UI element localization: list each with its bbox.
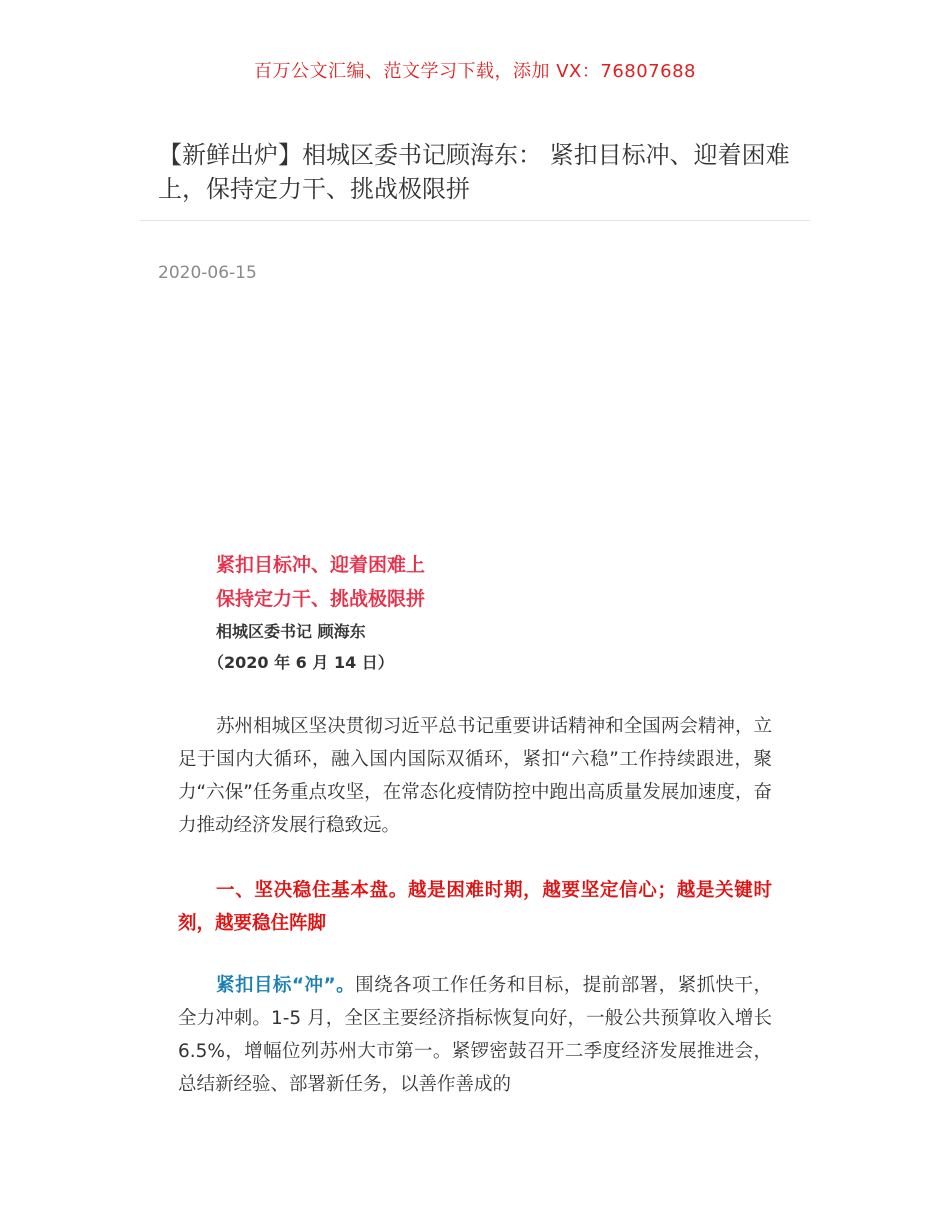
section-1-text: 围绕各项工作任务和目标，提前部署，紧抓快干，全力冲刺。1-5 月，全区主要经济指标恢复向好，一般公共预算收入增长 6.5%，增幅位列苏州大市第一。紧锣密鼓召开二季度经济发展推进会，总结新经验、部署新任务，以善作善成的 — [178, 975, 772, 1095]
intro-paragraph: 苏州相城区坚决贯彻习近平总书记重要讲话精神和全国两会精神，立足于国内大循环，融入国内国际双循环，紧扣“六稳”工作持续跟进，聚力“六保”任务重点攻坚，在常态化疫情防控中跑出高质量发展加速度，奋力推动经济发展行稳致远。 — [178, 716, 772, 836]
publish-date: 2020-06-15 — [158, 263, 257, 283]
heading-line-1: 紧扣目标冲、迎着困难上 — [216, 554, 426, 576]
speech-author: 相城区委书记 顾海东 — [216, 622, 366, 641]
section-1-paragraph — [178, 969, 772, 1101]
title-divider — [140, 220, 810, 221]
heading-line-2: 保持定力干、挑战极限拼 — [216, 588, 426, 610]
article-title: 【新鲜出炉】相城区委书记顾海东： 紧扣目标冲、迎着困难上，保持定力干、挑战极限拼 — [158, 141, 790, 203]
speech-date: （2020 年 6 月 14 日） — [208, 653, 394, 672]
section-1-title: 一、坚决稳住基本盘。越是困难时期，越要坚定信心；越是关键时刻，越要稳住阵脚 — [178, 880, 772, 934]
download-banner: 百万公文汇编、范文学习下载，添加 VX：76807688 — [254, 61, 696, 82]
section-1-lead: 紧扣目标“冲”。 — [216, 975, 356, 996]
speech-heading — [208, 548, 776, 678]
